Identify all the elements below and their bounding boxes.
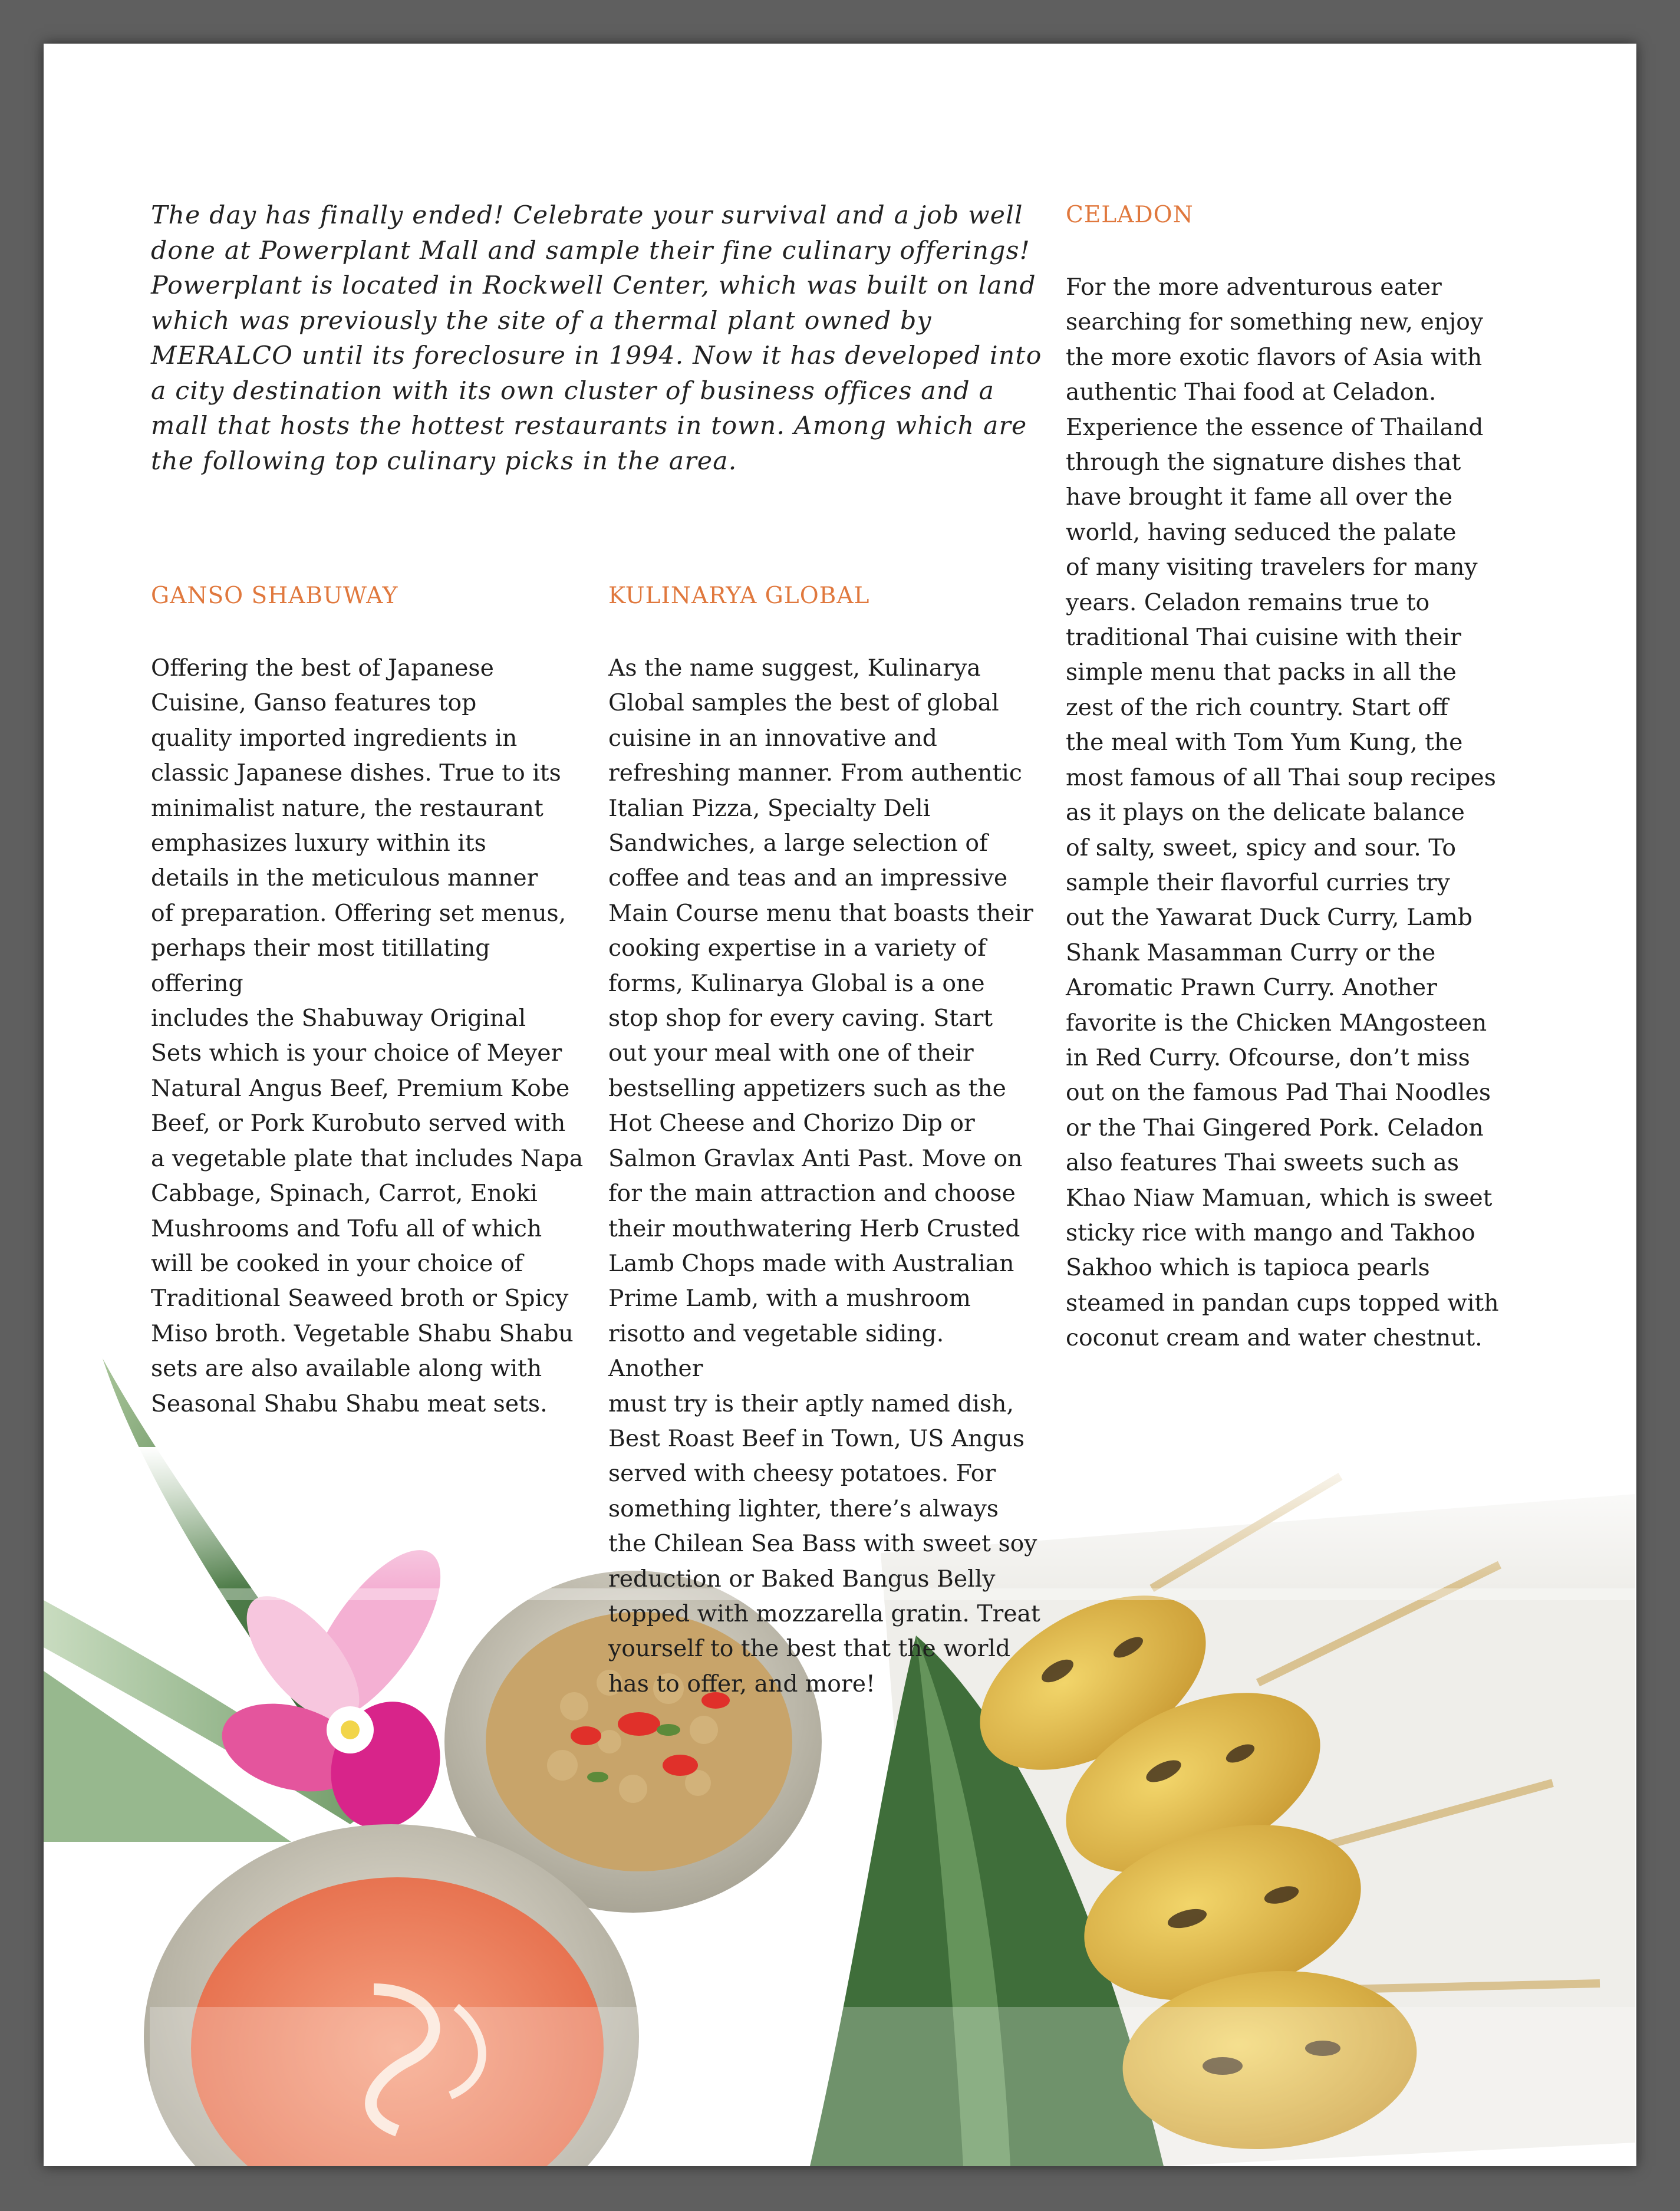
- section-body-kulinarya-global: As the name suggest, Kulinarya Global samples the best of global cuisine in an innovative and refreshing manner. From authentic Italian Pizza, Specialty Deli Sandwiches, a large selection of coffee and teas and an impressive Main Course menu that boasts their cooking expertise in a variety of forms, Kulinarya Global is a one stop shop for every caving. Start out your meal with one of their bestselling appetizers such as the Hot Cheese and Chorizo Dip or Salmon Gravlax Anti Past. Move on for the main attraction and choose their mouthwatering Herb Crusted Lamb Chops made with Australian Prime Lamb, with a mushroom risotto and vegetable siding. Another must try is their aptly named dish, Best Roast Beef in Town, US Angus served with cheesy potatoes. For something lighter, there’s always the Chilean Sea Bass with sweet soy reduction or Baked Bangus Belly topped with mozzarella gratin. Treat yourself to the best that the world has to offer, and more!: [608, 655, 1040, 1697]
- section-heading-ganso-shabuway: GANSO SHABUWAY: [151, 583, 398, 609]
- section-heading-celadon: CELADON: [1066, 202, 1194, 228]
- section-body-celadon: For the more adventurous eater searching for something new, enjoy the more exotic flavors of Asia with authentic Thai food at Celadon. Experience the essence of Thailand through the signature dishes that have brought it fame all over the world, having seduced the palate of many visiting travelers for many years. Celadon remains true to traditional Thai cuisine with their simple menu that packs in all the zest of the rich country. Start off the meal with Tom Yum Kung, the most famous of all Thai soup recipes as it plays on the delicate balance of salty, sweet, spicy and sour. To sample their flavorful curries try out the Yawarat Duck Curry, Lamb Shank Masamman Curry or the Aromatic Prawn Curry. Another favorite is the Chicken MAngosteen in Red Curry. Ofcourse, don’t miss out on the famous Pad Thai Noodles or the Thai Gingered Pork. Celadon also features Thai sweets such as Khao Niaw Mamuan, which is sweet sticky rice with mango and Takhoo Sakhoo which is tapioca pearls steamed in pandan cups topped with coconut cream and water chestnut.: [1066, 274, 1499, 1352]
- section-body-ganso-shabuway: Offering the best of Japanese Cuisine, Ganso features top quality imported ingredients in classic Japanese dishes. True to its minimalist nature, the restaurant emphasizes luxury within its details in the meticulous manner of preparation. Offering set menus, perhaps their most titillating offering includes the Shabuway Original Sets which is your choice of Meyer Natural Angus Beef, Premium Kobe Beef, or Pork Kurobuto served with a vegetable plate that includes Napa Cabbage, Spinach, Carrot, Enoki Mushrooms and Tofu all of which will be cooked in your choice of Traditional Seaweed broth or Spicy Miso broth. Vegetable Shabu Shabu sets are also available along with Seasonal Shabu Shabu meat sets.: [151, 655, 584, 1417]
- magazine-page: [44, 44, 1636, 2166]
- intro-paragraph: The day has finally ended! Celebrate your survival and a job well done at Powerplant Mall and sample their fine culinary offerings! Powerplant is located in Rockwell Center, which was built on land which was previously the site of a thermal plant owned by MERALCO until its foreclosure in 1994. Now it has developed into a city destination with its own cluster of business offices and a mall that hosts the hottest restaurants in town. Among which are the following top culinary picks in the area.: [151, 201, 1042, 476]
- section-heading-kulinarya-global: KULINARYA GLOBAL: [608, 583, 870, 609]
- text-layer: [44, 44, 1636, 2166]
